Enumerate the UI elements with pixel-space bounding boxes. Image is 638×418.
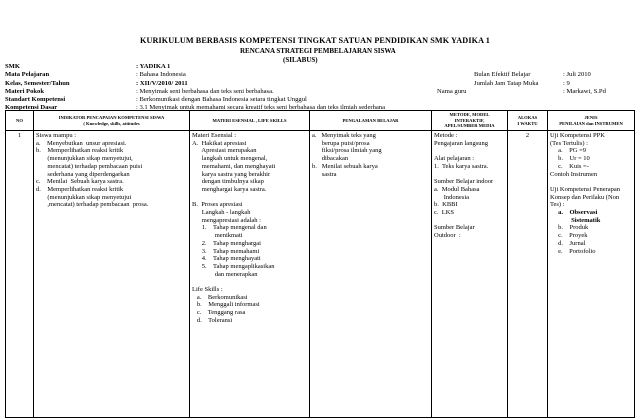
info-value-kelas: : XII/V/2010/ 2011 bbox=[136, 80, 188, 87]
cell-line: Sumber Belajar bbox=[434, 224, 475, 232]
cell-line: Life Skills : bbox=[192, 286, 223, 294]
cell-penilaian bbox=[548, 131, 635, 418]
document-title: KURIKULUM BERBASIS KOMPETENSI TINGKAT SATUAN PENDIDIKAN SMK YADIKA 1 bbox=[140, 36, 490, 45]
info-label-kelas: Kelas, Semester/Tahun bbox=[5, 80, 70, 87]
cell-line: a. Observasi bbox=[550, 209, 598, 217]
cell-line: 1. Teks karya sastra. bbox=[434, 162, 489, 170]
cell-line: 1. Tahap mengenal dan bbox=[192, 224, 267, 232]
cell-no bbox=[6, 131, 34, 418]
cell-line: (menunjukkan sikap menyetujui, bbox=[36, 155, 133, 163]
info-value-kd: : 3.1 Menyimak untuk memahami secara kreatif teks seni berbahasa dan teks ilmiah sederhana bbox=[136, 104, 386, 111]
cell-line bbox=[550, 178, 632, 186]
cell-line: menghargai karya sastra. bbox=[192, 185, 267, 193]
header-materi: MATERI ESENSIAL , LIFE SKILLS bbox=[190, 111, 310, 131]
cell-line bbox=[192, 278, 307, 286]
table-header-row bbox=[6, 111, 635, 131]
cell-metode bbox=[432, 131, 508, 418]
cell-line: b. Menilai sebuah karya bbox=[312, 162, 378, 170]
cell-line: c. Proyek bbox=[550, 232, 588, 240]
cell-line: A. Hakikat apresiasi bbox=[192, 139, 247, 147]
cell-line: mencatat) terhadap pembacaan puisi bbox=[36, 162, 143, 170]
info-value-jam: : 9 bbox=[563, 80, 570, 87]
cell-line bbox=[434, 171, 505, 179]
header-penilaian: JENIS PENILAIAN dan INSTRUMEN bbox=[548, 111, 635, 131]
cell-line: Konsep dan Perilaku (Non bbox=[550, 193, 620, 201]
cell-line: 3. Tahap memahami bbox=[192, 247, 260, 255]
cell-line: 4. Tahap menghayati bbox=[192, 255, 261, 263]
cell-line: Apresiasi merupakan bbox=[192, 147, 257, 155]
cell-line: Sistematik bbox=[550, 216, 601, 224]
cell-line: dan menerapkan bbox=[192, 270, 258, 278]
cell-line: b. Ur = 10 bbox=[550, 155, 590, 163]
cell-line: Contoh Instrumen bbox=[550, 170, 598, 178]
cell-line: fiksi/prosa ilmiah yang bbox=[312, 147, 382, 155]
header-no: NO bbox=[6, 111, 34, 131]
cell-line: c. Tenggang rasa bbox=[192, 309, 246, 317]
cell-alokasi bbox=[508, 131, 548, 418]
cell-line: mengapresiasi adalah : bbox=[192, 216, 261, 224]
cell-line: b. Menggali informasi bbox=[192, 301, 260, 309]
cell-line bbox=[434, 147, 505, 155]
header-pengalaman: PENGALAMAN BELAJAR bbox=[310, 111, 432, 131]
cell-line: langkah untuk mengenal, bbox=[192, 155, 268, 163]
info-value-sk: : Berkomunikasi dengan Bahasa Indonesia setara tingkat Unggul bbox=[136, 96, 307, 103]
cell-line: a. Menyebutkan unsur apresiasi. bbox=[36, 139, 127, 147]
cell-line: Uji Kompetensi PPK bbox=[550, 132, 605, 139]
cell-line: karya sastra yang berakhir bbox=[192, 170, 271, 178]
info-value-guru: : Markawi, S.Pd bbox=[563, 88, 606, 95]
cell-line: sederhana yang diperdengarkan bbox=[36, 170, 130, 178]
cell-line: dibacakan bbox=[312, 155, 349, 163]
cell-line: dengan timbulnya sikap bbox=[192, 178, 264, 186]
cell-line: Langkah - langkah bbox=[192, 209, 251, 217]
cell-line: a. Modul Bahasa bbox=[434, 185, 480, 193]
cell-line: Sumber Belajar indoor bbox=[434, 178, 494, 186]
info-label-sk: Standart Kompetensi bbox=[5, 96, 66, 103]
info-label-mapel: Mata Pelajaran bbox=[5, 71, 50, 78]
cell-line: c. Kuis =- bbox=[550, 162, 589, 170]
cell-line: b. KBBI bbox=[434, 201, 458, 209]
info-value-bulan: : Juli 2010 bbox=[563, 71, 591, 78]
silabus-table bbox=[5, 110, 635, 418]
cell-line: 2. Tahap menghargai bbox=[192, 239, 261, 247]
cell-indikator bbox=[34, 131, 190, 418]
cell-line: sastra bbox=[312, 170, 337, 178]
document-subtitle: RENCANA STRATEGI PEMBELAJARAN SISWA bbox=[240, 47, 396, 55]
info-label-guru: Nama guru bbox=[437, 88, 467, 95]
silabus-label: (SILABUS) bbox=[283, 56, 318, 64]
cell-line: B. Proses apresiasi bbox=[192, 201, 243, 209]
cell-line bbox=[192, 194, 307, 202]
cell-line: Siswa mampu : bbox=[36, 132, 77, 139]
cell-line: 5. Tahap mengaplikasikan bbox=[192, 262, 275, 270]
cell-line: berupa puisi/prosa bbox=[312, 139, 370, 147]
info-value-mapel: : Bahasa Indonesia bbox=[136, 71, 186, 78]
row-number: 1 bbox=[17, 132, 22, 139]
cell-line: Metode : bbox=[434, 132, 458, 139]
cell-line: Indonesia bbox=[434, 193, 470, 201]
cell-line: Alat pelajaran : bbox=[434, 155, 475, 163]
cell-line: Tes) : bbox=[550, 201, 565, 209]
cell-line: d. Jurnal bbox=[550, 239, 586, 247]
cell-line: e. Portofolio bbox=[550, 247, 596, 255]
header-indikator: INDIKATOR PENCAPAIAN KOMPETENSI SISWA ( Knowledge, skills, attitudes bbox=[34, 111, 190, 131]
cell-line: a. Berkomunikasi bbox=[192, 293, 248, 301]
info-label-kd: Kompetensi Dasar bbox=[5, 104, 58, 111]
info-label-bulan: Bulan Efektif Belajar bbox=[474, 71, 531, 78]
info-value-smk: : YADIKA 1 bbox=[136, 63, 171, 70]
cell-line: ,mencatat) terhadap pembacaan prosa. bbox=[36, 201, 149, 209]
info-label-materi: Materi Pokok bbox=[5, 88, 45, 95]
cell-line: (Tes Tertulis) : bbox=[550, 139, 588, 147]
alokasi-value: 2 bbox=[525, 132, 530, 139]
info-label-jam: Jumlah Jam Tatap Muka bbox=[474, 80, 539, 87]
cell-line: c. Menilai Sebuah karya sastra. bbox=[36, 178, 124, 186]
cell-line: menikmati bbox=[192, 232, 243, 240]
cell-pengalaman bbox=[310, 131, 432, 418]
cell-line: (menunjukkan sikap menyetujui bbox=[36, 193, 132, 201]
cell-line: a. Menyimak teks yang bbox=[312, 132, 376, 139]
cell-line: memahami, dan menghayati bbox=[192, 162, 276, 170]
info-value-materi: : Menyimak seni berbahasa dan teks seni berbahasa. bbox=[136, 88, 274, 95]
cell-line: a. PG =9 bbox=[550, 147, 586, 155]
cell-line: d. Memperlihatkan reaksi kritik bbox=[36, 185, 124, 193]
table-row bbox=[6, 131, 635, 418]
header-alokasi: ALOKAS I WAKTU bbox=[508, 111, 548, 131]
cell-line: Uji Kompetensi Penerapan bbox=[550, 185, 621, 193]
info-label-smk: SMK bbox=[5, 63, 21, 70]
cell-line: d. Toleransi bbox=[192, 316, 233, 324]
cell-materi bbox=[190, 131, 310, 418]
cell-line: b. Memperlihatkan reaksi kritik bbox=[36, 147, 124, 155]
header-metode: METODE, MODEL INTERAKTIF, APEL/SUMBER MEDIA bbox=[432, 111, 508, 131]
cell-line: Materi Esensial : bbox=[192, 132, 237, 139]
cell-line: b. Produk bbox=[550, 224, 589, 232]
cell-line: Outdoor : bbox=[434, 232, 461, 240]
cell-line: Pengajaran langsung bbox=[434, 139, 488, 147]
cell-line: c. LKS bbox=[434, 209, 455, 217]
cell-line bbox=[434, 217, 505, 225]
